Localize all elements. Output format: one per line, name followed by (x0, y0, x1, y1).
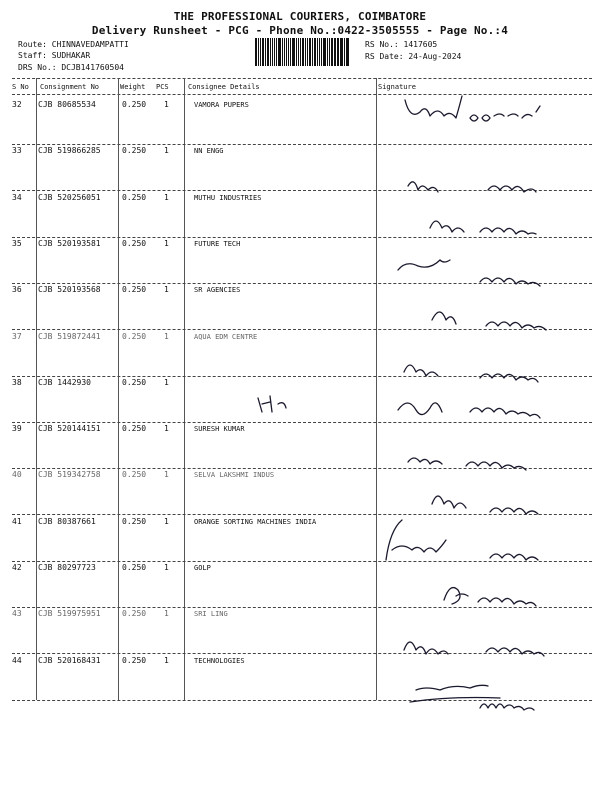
weight-cell: 0.250 (122, 238, 147, 248)
consignment-cell: CJB 520168431 (38, 655, 101, 665)
weight-cell: 0.250 (122, 192, 147, 202)
weight-cell: 0.250 (122, 100, 147, 109)
pcs-cell: 1 (164, 100, 169, 109)
consignment-cell: CJB 520193568 (38, 285, 101, 295)
staff-label: Staff: SUDHAKAR (18, 51, 91, 60)
consignment-cell: CJB 519975951 (38, 609, 101, 619)
pcs-cell: 1 (164, 609, 169, 619)
weight-cell: 0.250 (122, 331, 147, 341)
consignment-cell: CJB 520193581 (38, 238, 101, 248)
weight-cell: 0.250 (122, 377, 147, 387)
s-no-cell: 37 (12, 331, 22, 341)
s-no-cell: 40 (12, 470, 22, 480)
s-no-cell: 36 (12, 285, 22, 295)
pcs-cell: 1 (164, 238, 169, 248)
pcs-cell: 1 (164, 516, 169, 526)
consignee-cell: NN ENGG (194, 147, 224, 156)
drs-number: DRS No.: DCJB141760504 (18, 63, 124, 72)
consignment-cell: CJB 519866285 (38, 146, 101, 156)
pcs-cell: 1 (164, 655, 169, 665)
consignee-cell: FUTURE TECH (194, 239, 241, 248)
pcs-cell: 1 (164, 424, 169, 434)
consignee-cell: GOLP (194, 564, 211, 572)
s-no-cell: 41 (12, 516, 22, 526)
s-no-cell: 34 (12, 192, 22, 202)
s-no-cell: 39 (12, 424, 22, 434)
col-consignee: Consignee Details (188, 83, 260, 91)
s-no-cell: 35 (12, 238, 22, 248)
route-label: Route: CHINNAVEDAMPATTI (18, 40, 129, 49)
company-title: THE PROFESSIONAL COURIERS, COIMBATORE (173, 10, 427, 23)
consignee-cell: ORANGE SORTING MACHINES INDIA (194, 517, 317, 526)
consignee-cell: SELVA LAKSHMI INDUS (194, 471, 275, 480)
s-no-cell: 33 (12, 146, 22, 156)
s-no-cell: 32 (12, 100, 22, 109)
pcs-cell: 1 (164, 470, 169, 480)
weight-cell: 0.250 (122, 563, 147, 572)
s-no-cell: 42 (12, 563, 22, 572)
pcs-cell: 1 (164, 331, 169, 341)
s-no-cell: 44 (12, 655, 22, 665)
rs-number: RS No.: 1417605 (365, 40, 438, 49)
s-no-cell: 38 (12, 377, 22, 387)
consignment-cell: CJB 519342758 (38, 470, 101, 480)
consignment-cell: CJB 80297723 (38, 563, 96, 572)
col-consignment: Consignment No (40, 83, 100, 91)
col-pcs: PCS (156, 83, 169, 91)
pcs-cell: 1 (164, 377, 169, 387)
weight-cell: 0.250 (122, 146, 147, 156)
col-s-no: S No (12, 83, 29, 91)
weight-cell: 0.250 (122, 424, 147, 434)
s-no-cell: 43 (12, 609, 22, 619)
col-weight: Weight (120, 83, 146, 91)
pcs-cell: 1 (164, 146, 169, 156)
consignment-cell: CJB 519872441 (38, 331, 101, 341)
weight-cell: 0.250 (122, 655, 147, 665)
weight-cell: 0.250 (122, 609, 147, 619)
rs-date: RS Date: 24-Aug-2024 (365, 52, 462, 61)
consignee-cell: SR AGENCIES (194, 286, 241, 295)
col-signature: Signature (378, 83, 416, 91)
consignee-cell: VAMORA PUPERS (194, 101, 249, 109)
weight-cell: 0.250 (122, 516, 147, 526)
pcs-cell: 1 (164, 285, 169, 295)
consignee-cell: SURESH KUMAR (194, 425, 245, 434)
consignee-cell: SRI LING (194, 610, 228, 619)
consignee-cell: AQUA EDM CENTRE (194, 332, 258, 341)
consignment-cell: CJB 520256051 (38, 192, 101, 202)
consignment-cell: CJB 1442930 (38, 377, 91, 387)
pcs-cell: 1 (164, 563, 169, 572)
consignee-cell: MUTHU INDUSTRIES (194, 193, 262, 202)
weight-cell: 0.250 (122, 285, 147, 295)
consignee-cell: TECHNOLOGIES (194, 656, 245, 665)
consignment-cell: CJB 80685534 (38, 100, 96, 109)
consignment-cell: CJB 520144151 (38, 424, 101, 434)
runsheet-subtitle: Delivery Runsheet - PCG - Phone No.:0422-3505555 - Page No.:4 (91, 24, 509, 37)
consignment-cell: CJB 80387661 (38, 516, 96, 526)
pcs-cell: 1 (164, 192, 169, 202)
weight-cell: 0.250 (122, 470, 147, 480)
